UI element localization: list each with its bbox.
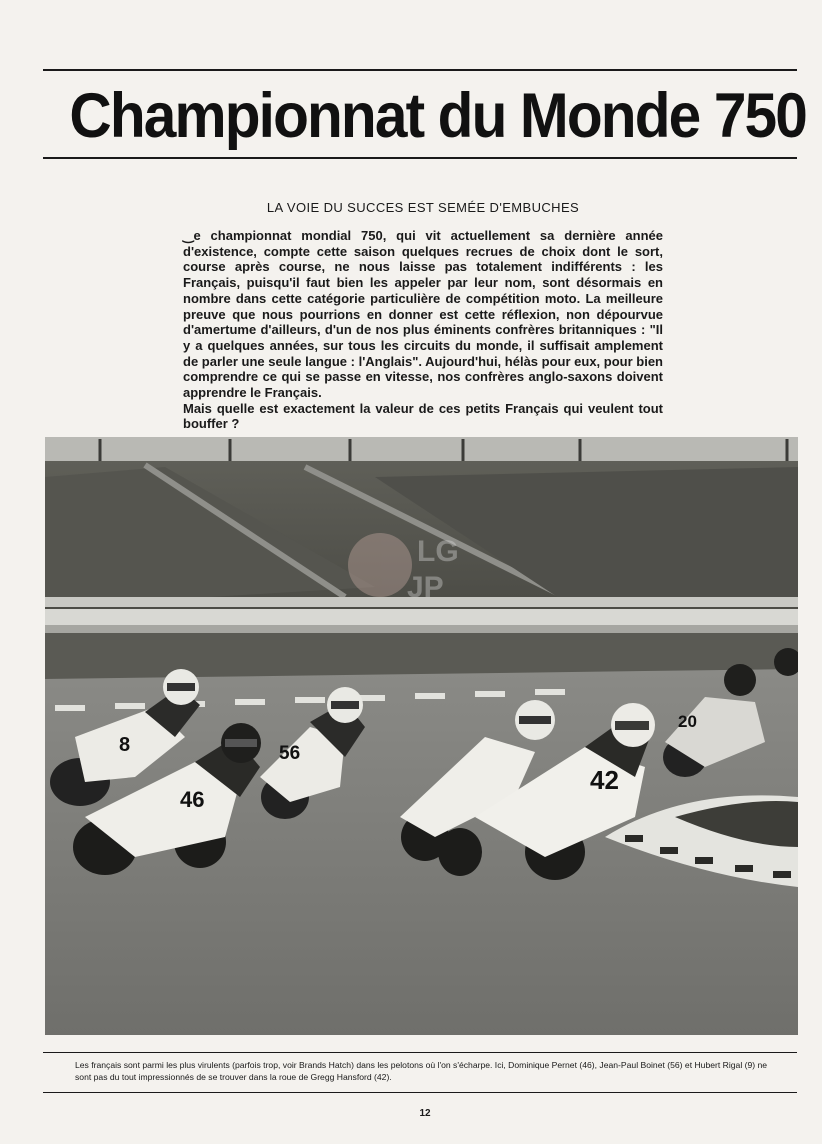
rider-number: 8 bbox=[119, 734, 131, 756]
photo-caption: Les français sont parmi les plus virulents (parfois trop, voir Brands Hatch) dans les pelotons où l'on s'écharpe. Ici, Dominique Pernet (46), Jean-Paul Boinet (56) et Hubert Rigal (9) ne sont pas du tout impressionnés de se trouver dans la roue de Gregg Hansford (42). bbox=[75, 1060, 768, 1082]
rider-number: 42 bbox=[590, 765, 619, 795]
page-title: Championnat du Monde 750 bbox=[69, 81, 806, 151]
article-subtitle: LA VOIE DU SUCCES EST SEMÉE D'EMBUCHES bbox=[266, 200, 580, 215]
title-bottom-rule bbox=[43, 157, 797, 159]
rider-number: 46 bbox=[180, 787, 205, 812]
intro-paragraph: ‿e championnat mondial 750, qui vit actuellement sa dernière année d'existence, compte cette saison quelques recrues de choix dont le sort, course après course, ne nous laisse pas totalement indifférents : les Français, puisqu'il faut bien les appeler par leur nom, sont désormais en nombre dans cette catégorie particulière de compétition moto. La meilleure preuve que nous pourrions en donner est cette réflexion, non dépourvue d'amertume d'ailleurs, d'un de nos plus éminents confrères britanniques : "Il y a quelques années, sur tous les circuits du monde, il suffisait amplement de parler une seule langue : l'Anglais". Aujourd'hui, hélàs pour eux, pour bien comprendre ce qui se passe en vitesse, nos confrères anglo-saxons doivent apprendre le Français. bbox=[183, 228, 663, 401]
title-top-rule bbox=[43, 69, 797, 71]
caption-top-rule bbox=[43, 1052, 797, 1053]
intro-paragraph: Mais quelle est exactement la valeur de ces petits Français qui veulent tout bouffer ? bbox=[183, 400, 663, 432]
watermark-text: JP bbox=[407, 571, 444, 604]
intro-text bbox=[183, 228, 663, 432]
page-number: 12 bbox=[419, 1108, 431, 1119]
caption-bottom-rule bbox=[43, 1092, 797, 1093]
watermark-text: LG bbox=[417, 535, 459, 568]
rider-number: 20 bbox=[678, 712, 697, 731]
race-photo-illustration bbox=[45, 437, 798, 1035]
race-photo bbox=[45, 437, 798, 1035]
rider-number: 56 bbox=[279, 743, 301, 764]
